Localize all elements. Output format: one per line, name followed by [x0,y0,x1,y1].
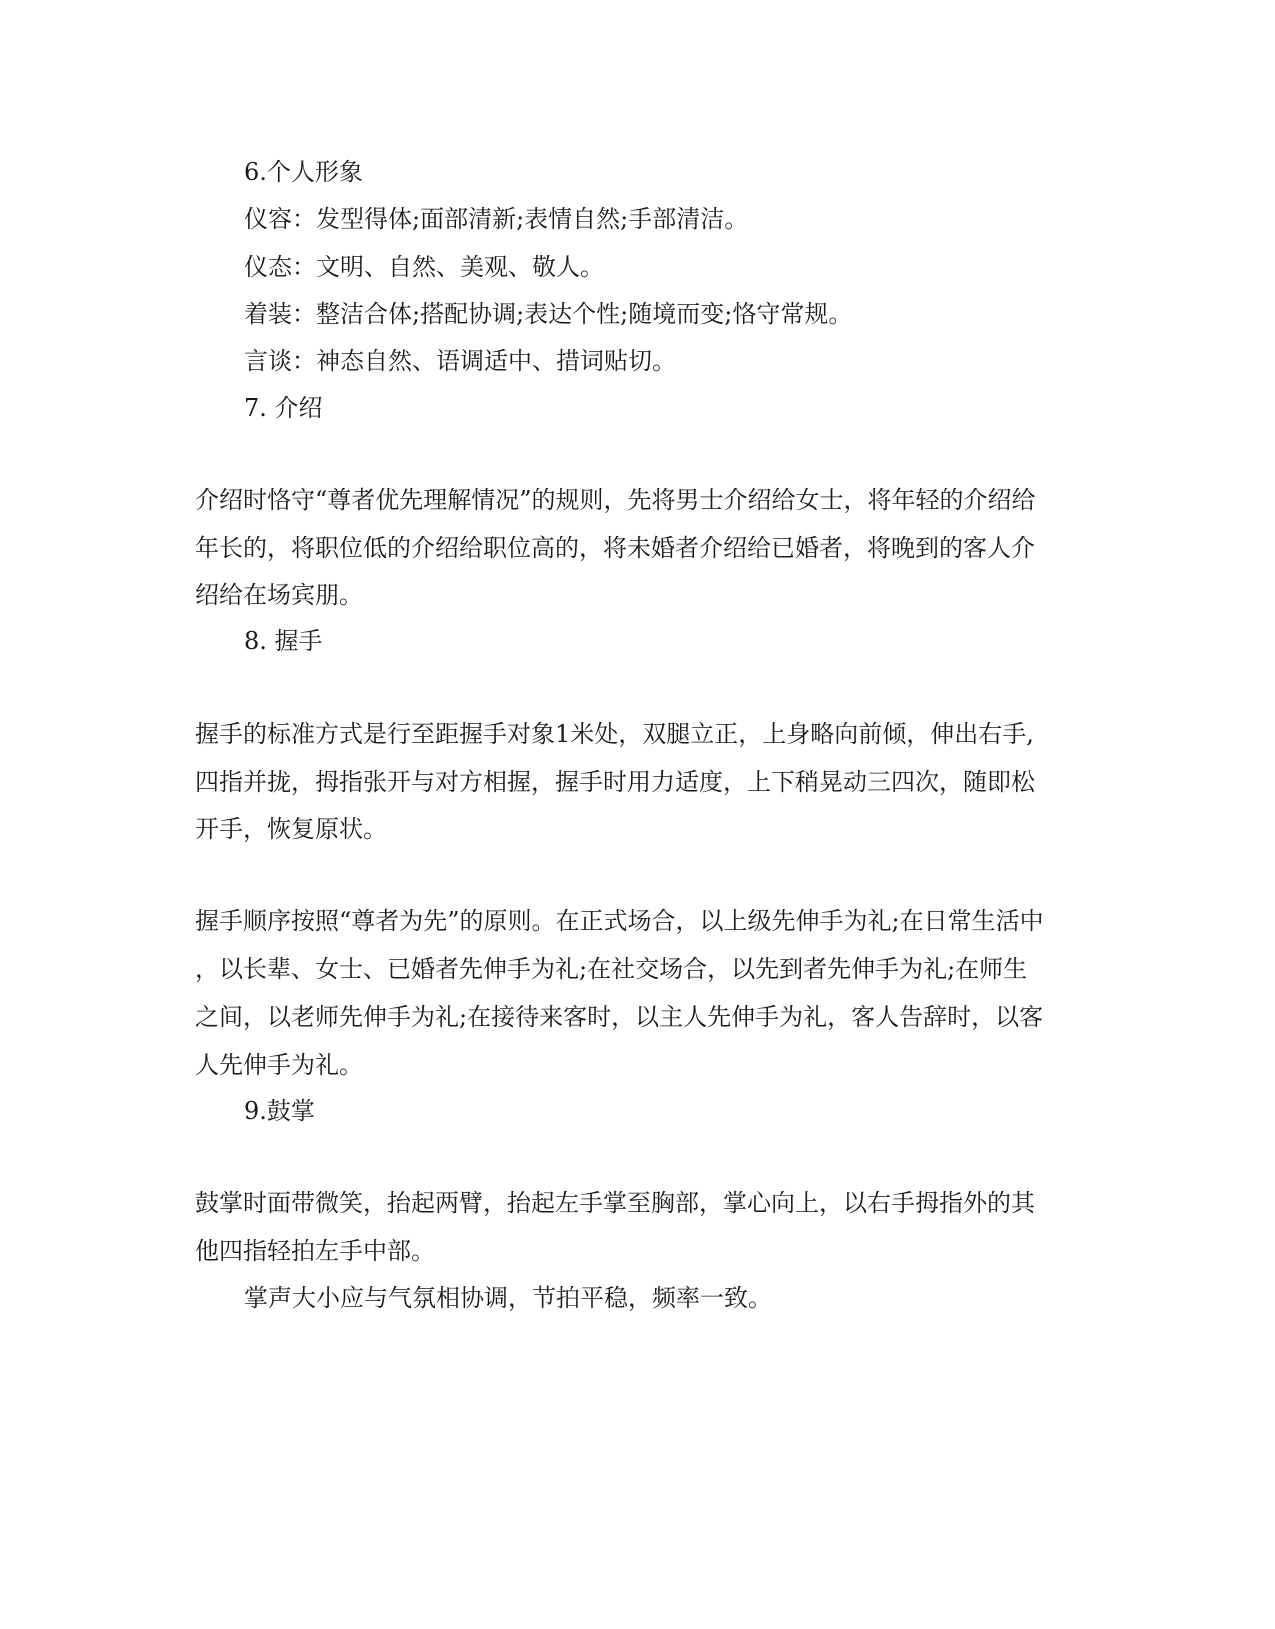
text-line-demeanor: 仪态：文明、自然、美观、敬人。 [244,253,604,281]
text-line-appearance: 仪容：发型得体;面部清新;表情自然;手部清洁。 [244,205,749,233]
text-line: 他四指轻拍左手中部。 [195,1237,435,1265]
text-line: 握手的标准方式是行至距握手对象1米处，双腿立正，上身略向前倾，伸出右手, [195,720,1034,748]
text-line: 之间，以老师先伸手为礼;在接待来客时，以主人先伸手为礼，客人告辞时，以客 [195,1003,1044,1031]
section-heading-applause: 9.鼓掌 [244,1097,315,1125]
section-heading-handshake: 8. 握手 [244,627,323,655]
text-line-closing: 掌声大小应与气氛相协调，节拍平稳，频率一致。 [244,1284,772,1312]
section-heading-introduction: 7. 介绍 [244,394,323,422]
text-line: 介绍时恪守“尊者优先理解情况”的规则，先将男士介绍给女士，将年轻的介绍给 [195,486,1036,514]
text-line: ，以长辈、女士、已婚者先伸手为礼;在社交场合，以先到者先伸手为礼;在师生 [195,955,1028,983]
text-line: 四指并拢，拇指张开与对方相握，握手时用力适度，上下稍晃动三四次，随即松 [195,768,1035,796]
text-line: 绍给在场宾朋。 [195,581,363,609]
text-line: 握手顺序按照“尊者为先”的原则。在正式场合，以上级先伸手为礼;在日常生活中 [195,907,1044,935]
text-line-attire: 着装：整洁合体;搭配协调;表达个性;随境而变;恪守常规。 [244,300,853,328]
text-line-speech: 言谈：神态自然、语调适中、措词贴切。 [244,347,676,375]
text-line: 人先伸手为礼。 [195,1051,363,1079]
section-heading-personal-image: 6.个人形象 [244,158,363,186]
text-line: 开手，恢复原状。 [195,815,387,843]
text-line: 年长的，将职位低的介绍给职位高的，将未婚者介绍给已婚者，将晚到的客人介 [195,534,1035,562]
text-line: 鼓掌时面带微笑，抬起两臂，抬起左手掌至胸部，掌心向上，以右手拇指外的其 [195,1189,1035,1217]
